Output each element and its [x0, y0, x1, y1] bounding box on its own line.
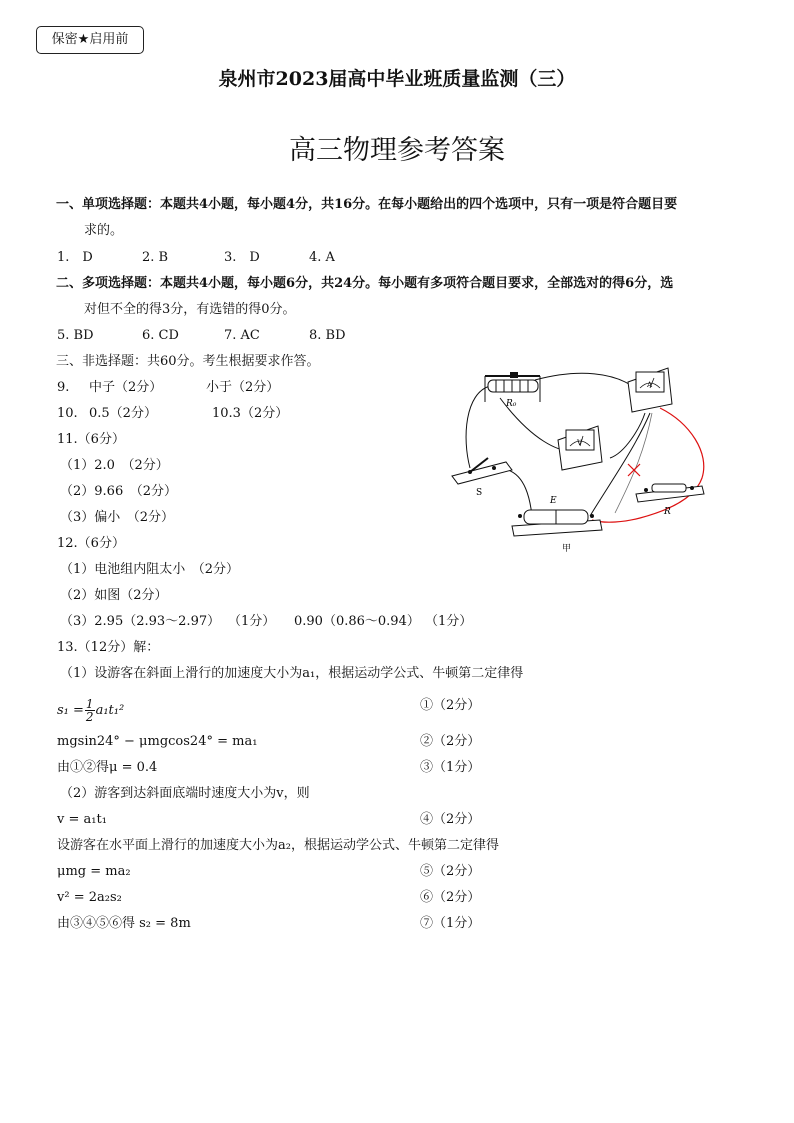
- q13-part3: 设游客在水平面上滑行的加速度大小为a₂，根据运动学公式、牛顿第二定律得: [57, 838, 499, 853]
- battery-e: [512, 510, 602, 536]
- section2-line2: 对但不全的得3分，有选错的得0分。: [84, 302, 296, 317]
- q10-num: 10.: [57, 406, 78, 421]
- label-s: S: [476, 488, 483, 498]
- q12-part3-value: （3）2.95（2.93～2.97）: [60, 614, 221, 629]
- q13-eq3: 由①②得μ = 0.4: [57, 760, 158, 775]
- answer-1: 1. D: [57, 250, 93, 265]
- q13-part1: （1）设游客在斜面上滑行的加速度大小为a₁，根据运动学公式、牛顿第二定律得: [60, 666, 524, 681]
- q12-part3-score: （1分）: [228, 614, 276, 629]
- q13-eq3-score: ③（1分）: [420, 760, 481, 775]
- q13-eq5: μmg = ma₂: [57, 864, 131, 879]
- answer-6: 6. CD: [142, 328, 179, 343]
- switch-s: [452, 458, 512, 484]
- confidential-badge: 保密★启用前: [36, 26, 144, 54]
- answer-5: 5. BD: [57, 328, 94, 343]
- label-voltmeter: V: [577, 439, 583, 447]
- q10-answer-a: 0.5（2分）: [89, 406, 157, 421]
- q13-eq7: 由③④⑤⑥得 s₂ = 8m: [57, 916, 191, 931]
- q11-heading: 11.（6分）: [57, 432, 125, 447]
- q13-part2: （2）游客到达斜面底端时速度大小为v，则: [60, 786, 310, 801]
- q12-part3-score2: （1分）: [425, 614, 473, 629]
- section2-line1: 二、多项选择题：本题共4小题，每小题6分，共24分。每小题有多项符合题目要求，全部选对的得6分，选: [56, 276, 674, 291]
- answer-4: 4. A: [309, 250, 335, 265]
- q13-eq2: mgsin24° − μmgcos24° = ma₁: [57, 734, 258, 749]
- answer-title: 高三物理参考答案: [289, 135, 505, 166]
- label-e: E: [550, 496, 557, 506]
- q13-eq7-score: ⑦（1分）: [420, 916, 481, 931]
- q12-part2: （2）如图（2分）: [60, 588, 168, 603]
- q13-eq4-score: ④（2分）: [420, 812, 481, 827]
- label-r: R: [664, 507, 671, 517]
- q12-part3-resistance: 0.90（0.86～0.94）: [294, 614, 420, 629]
- label-r0: R₀: [506, 399, 517, 409]
- q12-part1: （1）电池组内阻太小 （2分）: [60, 562, 240, 577]
- section1-line2: 求的。: [84, 223, 124, 238]
- ammeter: [628, 368, 672, 412]
- circuit-figure: [440, 358, 720, 558]
- exam-title: 泉州市2023届高中毕业班质量监测（三）: [218, 68, 576, 90]
- q13-eq1: s₁ = $\frac{1}{2}$ a₁t₁²: [57, 697, 125, 724]
- label-ammeter: A: [647, 381, 653, 389]
- section3-heading: 三、非选择题：共60分。考生根据要求作答。: [56, 354, 320, 369]
- q10-answer-b: 10.3（2分）: [212, 406, 289, 421]
- figure-caption: 甲: [562, 544, 572, 554]
- rheostat-r0: [485, 372, 540, 402]
- answer-7: 7. AC: [224, 328, 260, 343]
- voltmeter: [558, 426, 602, 470]
- q13-eq4: v = a₁t₁: [57, 812, 107, 827]
- q13-heading: 13.（12分）解：: [57, 640, 160, 655]
- q13-eq6-score: ⑥（2分）: [420, 890, 481, 905]
- q11-part1: （1）2.0 （2分）: [60, 458, 169, 473]
- q9-answer-a: 中子（2分）: [89, 380, 163, 395]
- q12-heading: 12.（6分）: [57, 536, 125, 551]
- q9-num: 9.: [57, 380, 70, 395]
- q11-part3: （3）偏小 （2分）: [60, 510, 175, 525]
- q13-eq2-score: ②（2分）: [420, 734, 481, 749]
- q13-eq5-score: ⑤（2分）: [420, 864, 481, 879]
- answer-3: 3. D: [224, 250, 260, 265]
- answer-8: 8. BD: [309, 328, 346, 343]
- q13-eq1-score: ①（2分）: [420, 698, 481, 713]
- q9-answer-b: 小于（2分）: [206, 380, 280, 395]
- fraction-half: $\frac{1}{2}$: [85, 697, 94, 724]
- answer-2: 2. B: [142, 250, 169, 265]
- q13-eq6: v² = 2a₂s₂: [57, 890, 122, 905]
- q11-part2: （2）9.66 （2分）: [60, 484, 177, 499]
- resistor-r: [636, 484, 704, 502]
- section1-line1: 一、单项选择题：本题共4小题，每小题4分，共16分。在每小题给出的四个选项中，只有一项是符合题目要: [56, 197, 678, 212]
